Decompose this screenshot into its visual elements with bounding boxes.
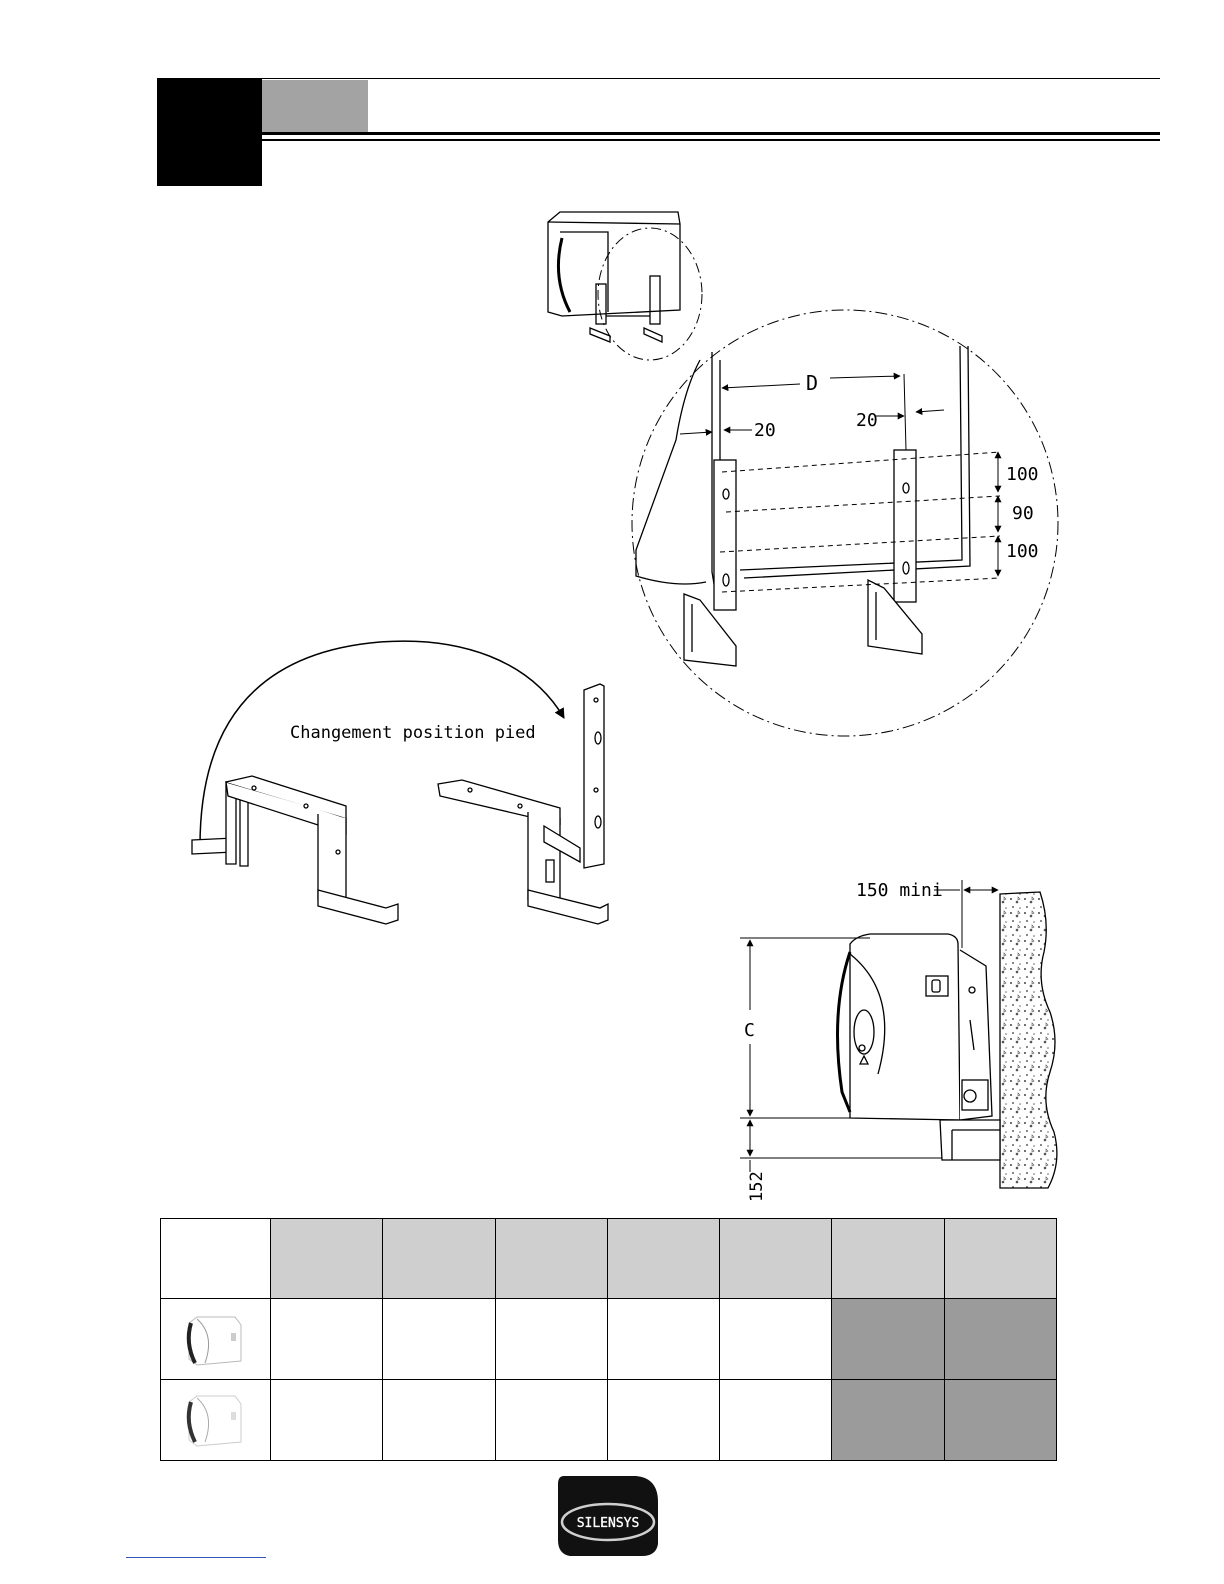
foot-change-arrow bbox=[200, 641, 564, 846]
table-cell bbox=[271, 1380, 383, 1461]
table-cell-na bbox=[944, 1380, 1056, 1461]
table-header-cell bbox=[944, 1219, 1056, 1299]
table-cell-na bbox=[832, 1380, 944, 1461]
dim-100-bottom-label: 100 bbox=[1006, 541, 1039, 562]
table-cell bbox=[607, 1299, 719, 1380]
dim-20-right-label: 20 bbox=[856, 410, 878, 431]
overview-unit-drawing bbox=[548, 212, 680, 342]
table-cell-na bbox=[944, 1299, 1056, 1380]
outdoor-unit-icon bbox=[161, 1299, 269, 1375]
footer-link-rule bbox=[126, 1557, 266, 1558]
dim-c-label: C bbox=[744, 1020, 755, 1041]
table-header-cell bbox=[607, 1219, 719, 1299]
table-row-icon-cell bbox=[161, 1380, 271, 1461]
table-cell-na bbox=[832, 1299, 944, 1380]
logo-text: SILENSYS bbox=[576, 1516, 640, 1531]
table-cell bbox=[720, 1299, 832, 1380]
side-view-unit-drawing bbox=[838, 934, 1001, 1160]
table-corner-cell bbox=[161, 1219, 271, 1299]
hole-spacing-lines bbox=[720, 452, 1000, 592]
table-row bbox=[161, 1380, 1057, 1461]
dim-152-label: 152 bbox=[747, 1171, 767, 1202]
table-header-cell bbox=[832, 1219, 944, 1299]
table-header-cell bbox=[383, 1219, 495, 1299]
table-header-cell bbox=[495, 1219, 607, 1299]
foot-change-caption: Changement position pied bbox=[290, 723, 536, 743]
table-cell bbox=[495, 1380, 607, 1461]
table-row-icon-cell bbox=[161, 1299, 271, 1380]
dim-90-label: 90 bbox=[1012, 503, 1034, 524]
bracket-detail-drawing bbox=[636, 346, 970, 666]
table-header-cell bbox=[720, 1219, 832, 1299]
table-cell bbox=[383, 1380, 495, 1461]
table-cell bbox=[720, 1380, 832, 1461]
table-cell bbox=[383, 1299, 495, 1380]
table-cell bbox=[271, 1299, 383, 1380]
table-header-row bbox=[161, 1219, 1057, 1299]
detail-callout-large-circle bbox=[632, 310, 1058, 736]
table-cell bbox=[607, 1380, 719, 1461]
dim-150-mini-label: 150 mini bbox=[856, 880, 943, 901]
dim-d-label: D bbox=[806, 371, 819, 395]
table-row bbox=[161, 1299, 1057, 1380]
foot-bracket-before-drawing bbox=[192, 776, 398, 924]
dim-100-top-label: 100 bbox=[1006, 464, 1039, 485]
table-cell bbox=[495, 1299, 607, 1380]
spec-table bbox=[160, 1218, 1057, 1461]
wall-section bbox=[1000, 892, 1057, 1188]
table-header-cell bbox=[271, 1219, 383, 1299]
foot-bracket-after-drawing bbox=[438, 684, 608, 924]
silensys-logo bbox=[556, 1474, 660, 1558]
outdoor-unit-icon bbox=[161, 1380, 269, 1456]
dim-20-left-label: 20 bbox=[754, 420, 776, 441]
